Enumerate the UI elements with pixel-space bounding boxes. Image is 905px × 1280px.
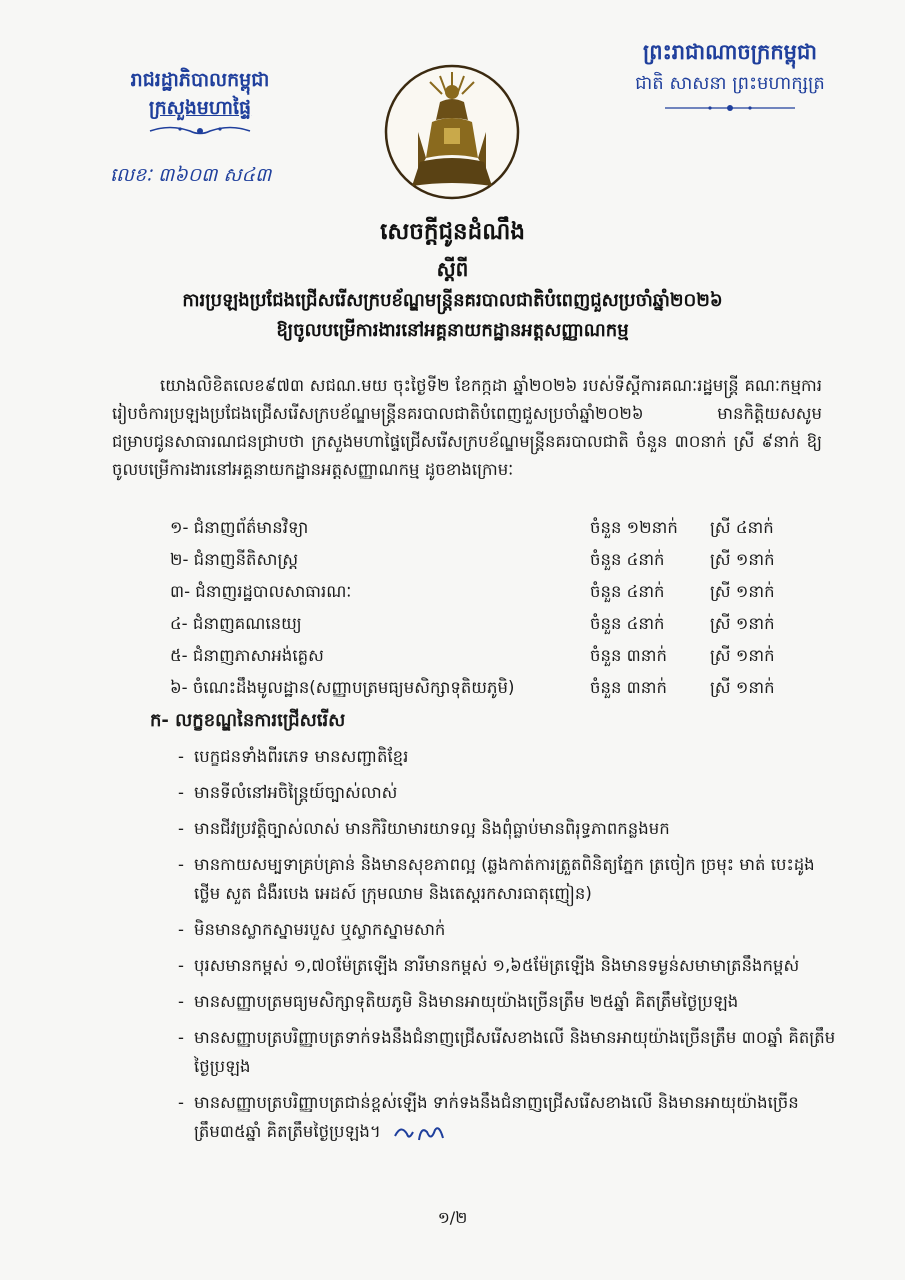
reference-number: លេខៈ ៣៦០៣ ស៤៣: [110, 164, 272, 186]
intro-paragraph: យោងលិខិតលេខ៩៧៣ សជណ.មយ ចុះថ្ងៃទី២ ខែកក្កដា ឆ្នាំ២០២៦ របស់ទីស្តីការគណៈរដ្ឋមន្ត្រី គណៈកម្មការរៀបចំការប្រឡងប្រជែងជ្រើសរើសក្របខ័ណ្ឌមន្ត្រីនគរបាលជាតិបំពេញជួសប្រចាំឆ្នាំ២០២៦ មានកិត្តិយសសូមជម្រាបជូនសាធារណជនជ្រាបថា ក្រសួងមហាផ្ទៃជ្រើសរើសក្របខ័ណ្ឌមន្ត្រីនគរបាលជាតិ ចំនួន ៣០នាក់ ស្រី ៩នាក់ ឱ្យចូលបម្រើការងារនៅអគ្គនាយកដ្ឋានអត្តសញ្ញាណកម្ម ដូចខាងក្រោមៈ: [112, 376, 822, 479]
quota-female: ស្រី ៤នាក់: [710, 518, 774, 537]
ornament-divider-icon: [140, 122, 260, 140]
criteria-item: [178, 814, 838, 843]
royal-emblem-icon: [382, 62, 522, 202]
criteria-text: បេក្ខជនទាំងពីរភេទ មានសញ្ជាតិខ្មែរ: [194, 747, 409, 766]
criteria-text: មានកាយសម្បទាគ្រប់គ្រាន់ និងមានសុខភាពល្អ (ឆ្លងកាត់ការត្រួតពិនិត្យភ្នែក ត្រចៀក ច្រមុះ មាត់ បេះដូង ថ្លើម សួត ជំងឺរបេង អេដស៍ ក្រុមឈាម និងតេស្តរកសារធាតុញៀន): [194, 855, 815, 903]
kingdom-name: ព្រះរាជាណាចក្រកម្ពុជា: [642, 40, 817, 64]
quota-list: [170, 512, 800, 704]
criteria-item: [178, 742, 838, 771]
criteria-item: [178, 778, 838, 807]
ornament-divider-icon: [655, 101, 805, 115]
quota-female: ស្រី ១នាក់: [710, 646, 775, 665]
section-heading: ក- លក្ខខណ្ឌនៃការជ្រើសរើស: [150, 710, 346, 731]
criteria-text: មិនមានស្លាកស្នាមរបួស ឬស្លាកស្នាមសាក់: [194, 920, 446, 939]
quota-count: ចំនួន ៤នាក់: [590, 614, 665, 633]
quota-female: ស្រី ១នាក់: [710, 678, 775, 697]
quota-female: ស្រី ១នាក់: [710, 582, 775, 601]
quota-count: ចំនួន ៣នាក់: [590, 678, 667, 697]
quota-label: ៣- ជំនាញរដ្ឋបាលសាធារណៈ: [170, 582, 352, 601]
criteria-text: មានសញ្ញាបត្រមធ្យមសិក្សាទុតិយភូមិ និងមានអាយុយ៉ាងច្រើនត្រឹម ២៥ឆ្នាំ គិតត្រឹមថ្ងៃប្រឡង: [194, 992, 739, 1011]
quota-row: [170, 672, 800, 704]
kingdom-header: [600, 36, 860, 119]
quota-female: ស្រី ១នាក់: [710, 614, 775, 633]
document-title: សេចក្តីជូនដំណឹង: [380, 219, 525, 245]
page-number: ១/២: [437, 1208, 468, 1227]
criteria-text: មានសញ្ញាបត្របរិញ្ញាបត្រជាន់ខ្ពស់ឡើង ទាក់ទងនឹងជំនាញជ្រើសរើសខាងលើ និងមានអាយុយ៉ាងច្រើនត្រឹម៣៥ឆ្នាំ គិតត្រឹមថ្ងៃប្រឡង។: [194, 1093, 799, 1141]
quota-row: [170, 544, 800, 576]
criteria-item: [178, 987, 838, 1016]
quota-label: ៥- ជំនាញភាសាអង់គ្លេស: [170, 646, 324, 665]
intro-section: [112, 372, 822, 484]
quota-row: [170, 608, 800, 640]
document-subject-line2: ឱ្យចូលបម្រើការងារនៅអគ្គនាយកដ្ឋានអត្តសញ្ញាណកម្ម: [276, 320, 629, 341]
quota-count: ចំនួន ១២នាក់: [590, 518, 678, 537]
quota-row: [170, 640, 800, 672]
quota-label: ៦- ចំណេះដឹងមូលដ្ឋាន(សញ្ញាបត្រមធ្យមសិក្សាទុតិយភូមិ): [170, 678, 515, 697]
criteria-item: [178, 915, 838, 944]
quota-female: ស្រី ១នាក់: [710, 550, 775, 569]
ministry-header: [100, 66, 300, 144]
criteria-item: [178, 1088, 838, 1146]
quota-label: ១- ជំនាញព័ត៌មានវិទ្យា: [170, 518, 309, 537]
national-motto: ជាតិ សាសនា ព្រះមហាក្សត្រ: [635, 73, 825, 94]
quota-label: ២- ជំនាញនីតិសាស្ត្រ: [170, 550, 299, 569]
ministry-name: ក្រសួងមហាផ្ទៃ: [148, 97, 252, 119]
criteria-item: [178, 850, 838, 908]
criteria-text: មានជីវប្រវត្តិច្បាស់លាស់ មានកិរិយាមារយាទល្អ និងពុំធ្លាប់មានពិរុទ្ធភាពកន្លងមក: [194, 819, 670, 838]
quota-row: [170, 512, 800, 544]
handwritten-initials-icon: [391, 1120, 451, 1146]
quota-label: ៤- ជំនាញគណនេយ្យ: [170, 614, 302, 633]
document-subject-line1: ការប្រឡងប្រជែងជ្រើសរើសក្របខ័ណ្ឌមន្ត្រីនគរបាលជាតិបំពេញជួសប្រចាំឆ្នាំ២០២៦: [182, 290, 723, 311]
criteria-text: បុរសមានកម្ពស់ ១,៧០ម៉ែត្រឡើង នារីមានកម្ពស់ ១,៦៥ម៉ែត្រឡើង និងមានទម្ងន់សមាមាត្រនឹងកម្ពស់: [194, 956, 800, 975]
criteria-item: [178, 1023, 838, 1081]
document-about: ស្តីពី: [436, 257, 469, 281]
quota-row: [170, 576, 800, 608]
criteria-text: មានទីលំនៅអចិន្ត្រៃយ៍ច្បាស់លាស់: [194, 783, 398, 802]
criteria-item: [178, 951, 838, 980]
quota-count: ចំនួន ៤នាក់: [590, 582, 665, 601]
quota-count: ចំនួន ៣នាក់: [590, 646, 667, 665]
government-name: រាជរដ្ឋាភិបាលកម្ពុជា: [130, 69, 270, 91]
criteria-text: មានសញ្ញាបត្របរិញ្ញាបត្រទាក់ទងនឹងជំនាញជ្រើសរើសខាងលើ និងមានអាយុយ៉ាងច្រើនត្រឹម ៣០ឆ្នាំ គិតត្រឹមថ្ងៃប្រឡង: [194, 1028, 836, 1076]
quota-count: ចំនួន ៤នាក់: [590, 550, 665, 569]
criteria-list: [178, 742, 838, 1153]
